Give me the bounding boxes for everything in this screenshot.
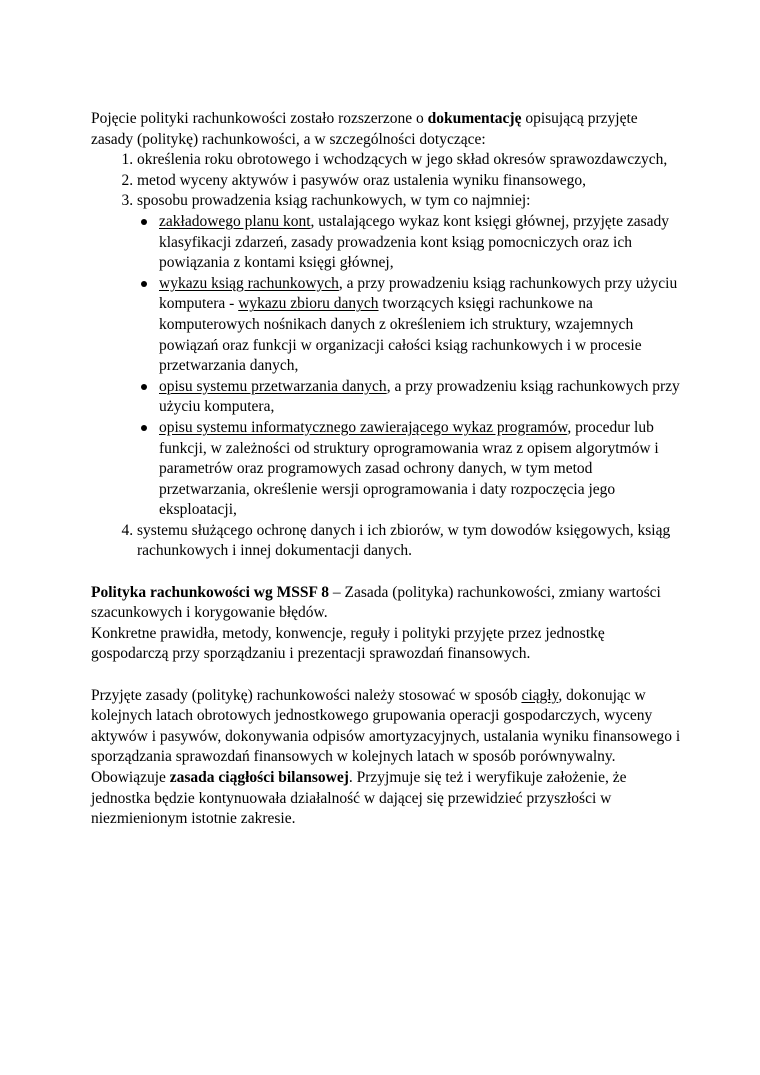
- mssf-definition: [91, 624, 681, 665]
- final-bold: zasada ciągłości bilansowej: [169, 769, 349, 786]
- bullet-item: [159, 274, 681, 377]
- bullet-text: , procedur lub funkcji, w zależności od struktury oprogramowania wraz z opisem algorytmów i parametrów oraz programowych zasad ochrony danych, w tym metod przetwarzania, określenie wersji oprogramowania i daty rozpoczęcia jego eksploatacji,: [159, 418, 659, 519]
- bullet-item: [159, 377, 681, 418]
- bullet-text: tworzących księgi rachunkowe na komputerowych nośnikach danych z określeniem ich struktury, wzajemnych powiązań oraz funkcji w organizacji całości ksiąg rachunkowych i w procesie przetwarzania danych,: [159, 295, 642, 375]
- underlined-term: zakładowego planu kont: [159, 212, 311, 230]
- numbered-list: [91, 150, 681, 562]
- intro-text-end: opisującą przyjęte zasady (politykę) rachunkowości, a w szczególności dotyczące:: [91, 110, 638, 148]
- underlined-term: wykazu zbioru danych: [238, 295, 379, 313]
- list-item-1-text: określenia roku obrotowego i wchodzących w jego skład okresów sprawozdawczych,: [137, 151, 668, 169]
- spacer: [91, 665, 681, 686]
- document-body: [91, 109, 681, 830]
- mssf-paragraph: [91, 583, 681, 624]
- intro-text: Pojęcie polityki rachunkowości zostało rozszerzone o: [91, 110, 428, 127]
- list-item: [137, 150, 681, 171]
- mssf-text: – Zasada (polityka) rachunkowości, zmiany wartości szacunkowych i korygowanie błędów.: [91, 583, 661, 622]
- underlined-term: opisu systemu przetwarzania danych: [159, 377, 387, 395]
- intro-paragraph: [91, 109, 681, 150]
- mssf-heading: Polityka rachunkowości wg MSSF 8: [91, 583, 329, 601]
- underlined-term: ciągły: [521, 686, 559, 704]
- final-text: Przyjęte zasady (politykę) rachunkowości należy stosować w sposób: [91, 686, 522, 704]
- intro-bold: dokumentację: [427, 110, 522, 127]
- list-item-2-text: metod wyceny aktywów i pasywów oraz ustalenia wyniku finansowego,: [137, 171, 586, 189]
- final-text-mid: , dokonując w kolejnych latach obrotowych jednostkowego grupowania operacji gospodarczych, wyceny aktywów i pasywów, dokonywania odpisów amortyzacyjnych, ustalania wyniku finansowego i sporządzania sprawozdań finansowych w kolejnych latach w sposób porównywalny.: [91, 686, 681, 766]
- list-item: [137, 191, 681, 521]
- final-paragraph-2: [91, 768, 681, 830]
- list-item-4-text: systemu służącego ochronę danych i ich zbiorów, w tym dowodów księgowych, ksiąg rachunkowych i innej dokumentacji danych.: [137, 521, 671, 560]
- spacer: [91, 562, 681, 583]
- mssf-definition-text: Konkretne prawidła, metody, konwencje, reguły i polityki przyjęte przez jednostkę gospodarczą przy sporządzaniu i prezentacji sprawozdań finansowych.: [91, 624, 605, 663]
- list-item-3-text: sposobu prowadzenia ksiąg rachunkowych, w tym co najmniej:: [137, 192, 531, 210]
- final-text-2: Obowiązuje: [91, 769, 170, 786]
- underlined-term: opisu systemu informatycznego zawierającego wykaz programów: [159, 418, 568, 436]
- final-paragraph: [91, 686, 681, 768]
- bullet-item: [159, 418, 681, 521]
- bullet-text: , a przy prowadzeniu ksiąg rachunkowych przy użyciu komputera,: [159, 377, 680, 416]
- final-text-end: . Przyjmuje się też i weryfikuje założenie, że jednostka będzie kontynuowała działalność w dającej się przewidzieć przyszłości w niezmienionym istotnie zakresie.: [91, 769, 627, 828]
- bullet-text: , ustalającego wykaz kont księgi głównej, przyjęte zasady klasyfikacji zdarzeń, zasady prowadzenia kont ksiąg pomocniczych oraz ich powiązania z kontami księgi głównej,: [159, 212, 670, 272]
- list-item: [137, 521, 681, 562]
- list-item: [137, 171, 681, 192]
- underlined-term: wykazu ksiąg rachunkowych: [159, 274, 339, 292]
- bullet-text: , a przy prowadzeniu ksiąg rachunkowych przy użyciu komputera -: [159, 274, 678, 313]
- bullet-list: [137, 212, 681, 521]
- bullet-item: [159, 212, 681, 274]
